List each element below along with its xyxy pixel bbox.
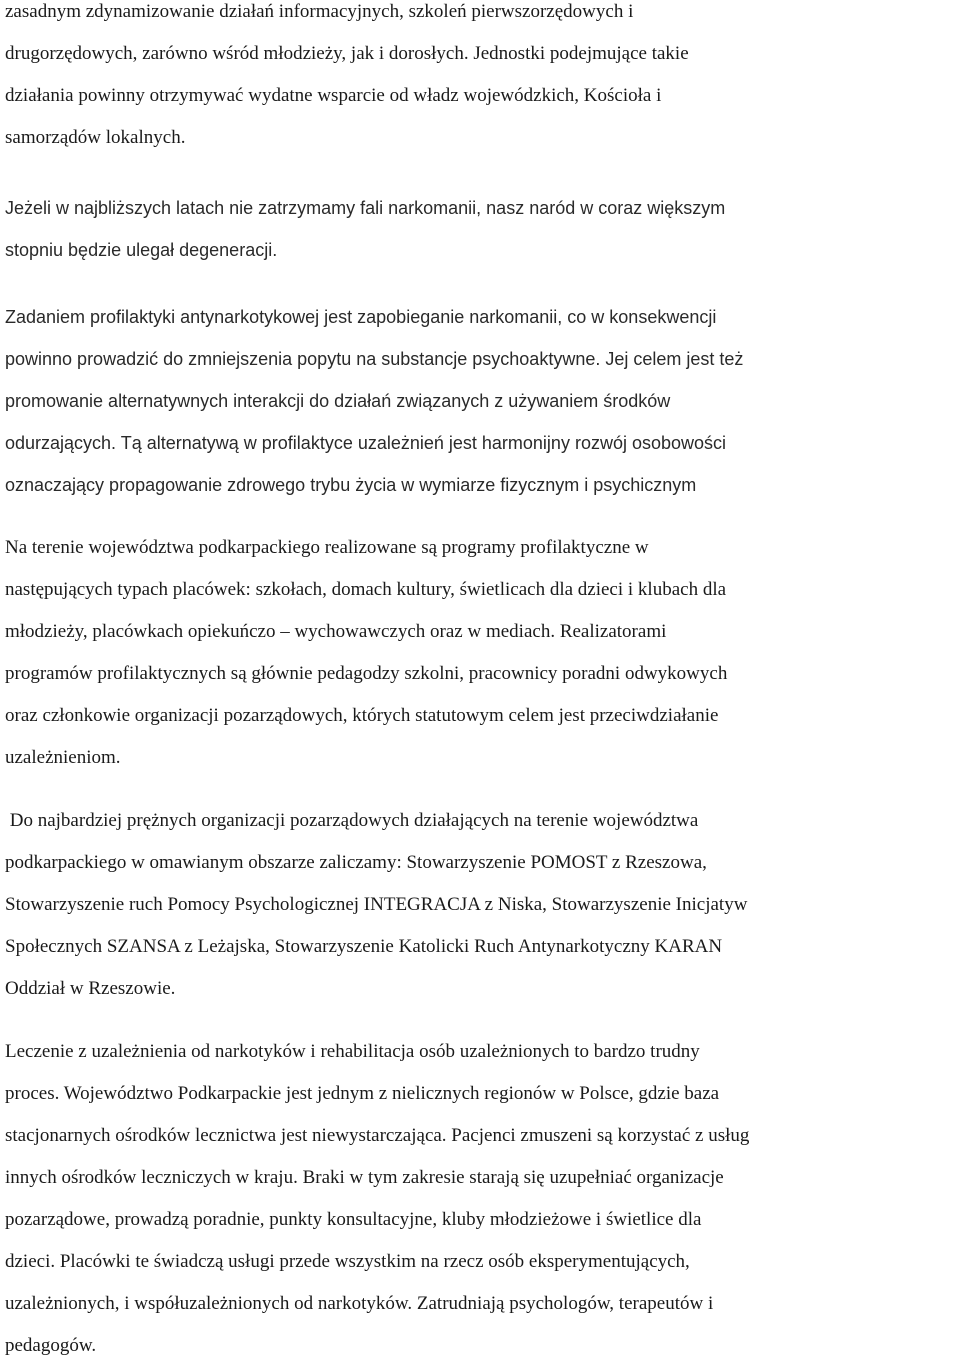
text-line: oznaczający propagowanie zdrowego trybu życia w wymiarze fizycznym i psychicznym [5, 475, 697, 495]
text-line: następujących typach placówek: szkołach, domach kultury, świetlicach dla dzieci i klubach dla [5, 579, 727, 600]
text-line: młodzieży, placówkach opiekuńczo – wychowawczych oraz w mediach. Realizatorami [5, 621, 667, 642]
paragraph-information-actions [5, 0, 960, 159]
text-line: promowanie alternatywnych interakcji do działań związanych z używaniem środków [5, 391, 671, 411]
paragraph-prevention-goals [5, 296, 960, 506]
text-line: programów profilaktycznych są głównie pedagodzy szkolni, pracownicy poradni odwykowych [5, 663, 728, 684]
paragraph-ngo-organizations [5, 800, 960, 1010]
text-line: Oddział w Rzeszowie. [5, 978, 176, 999]
text-line: Stowarzyszenie ruch Pomocy Psychologicznej INTEGRACJA z Niska, Stowarzyszenie Inicjatyw [5, 894, 748, 915]
text-line: dzieci. Placówki te świadczą usługi przede wszystkim na rzecz osób eksperymentujących, [5, 1251, 690, 1272]
text-line: powinno prowadzić do zmniejszenia popytu na substancje psychoaktywne. Jej celem jest też [5, 349, 744, 369]
text-line: samorządów lokalnych. [5, 127, 186, 148]
text-line: drugorzędowych, zarówno wśród młodzieży, jak i dorosłych. Jednostki podejmujące takie [5, 43, 689, 64]
text-line: proces. Województwo Podkarpackie jest jednym z nielicznych regionów w Polsce, gdzie baza [5, 1083, 720, 1104]
text-line: stopniu będzie ulegał degeneracji. [5, 240, 278, 260]
text-line: Jeżeli w najbliższych latach nie zatrzymamy fali narkomanii, nasz naród w coraz większym [5, 198, 726, 218]
paragraph-programs-in-region [5, 527, 960, 779]
text-line: pozarządowe, prowadzą poradnie, punkty konsultacyjne, kluby młodzieżowe i świetlice dla [5, 1209, 702, 1230]
text-line: zasadnym zdynamizowanie działań informacyjnych, szkoleń pierwszorzędowych i [5, 1, 634, 22]
text-line: Zadaniem profilaktyki antynarkotykowej jest zapobieganie narkomanii, co w konsekwencji [5, 307, 717, 327]
text-line: innych ośrodków leczniczych w kraju. Braki w tym zakresie starają się uzupełniać organizacje [5, 1167, 724, 1188]
text-line: działania powinny otrzymywać wydatne wsparcie od władz wojewódzkich, Kościoła i [5, 85, 662, 106]
text-line: uzależnionych, i współuzależnionych od narkotyków. Zatrudniają psychologów, terapeutów i [5, 1293, 714, 1314]
text-line: Leczenie z uzależnienia od narkotyków i rehabilitacja osób uzależnionych to bardzo trudny [5, 1041, 700, 1062]
text-line: Do najbardziej prężnych organizacji pozarządowych działających na terenie województwa [5, 810, 699, 831]
paragraph-degeneration-warning [5, 187, 960, 271]
text-line: podkarpackiego w omawianym obszarze zaliczamy: Stowarzyszenie POMOST z Rzeszowa, [5, 852, 707, 873]
text-line: stacjonarnych ośrodków lecznictwa jest niewystarczająca. Pacjenci zmuszeni są korzystać z usług [5, 1125, 750, 1146]
text-line: uzależnieniom. [5, 747, 121, 768]
text-line: oraz członkowie organizacji pozarządowych, których statutowym celem jest przeciwdziałanie [5, 705, 719, 726]
text-line: Społecznych SZANSA z Leżajska, Stowarzyszenie Katolicki Ruch Antynarkotyczny KARAN [5, 936, 723, 957]
text-line: pedagogów. [5, 1335, 97, 1356]
text-line: Na terenie województwa podkarpackiego realizowane są programy profilaktyczne w [5, 537, 649, 558]
paragraph-treatment-rehabilitation [5, 1031, 960, 1367]
text-line: odurzających. Tą alternatywą w profilaktyce uzależnień jest harmonijny rozwój osobowości [5, 433, 727, 453]
